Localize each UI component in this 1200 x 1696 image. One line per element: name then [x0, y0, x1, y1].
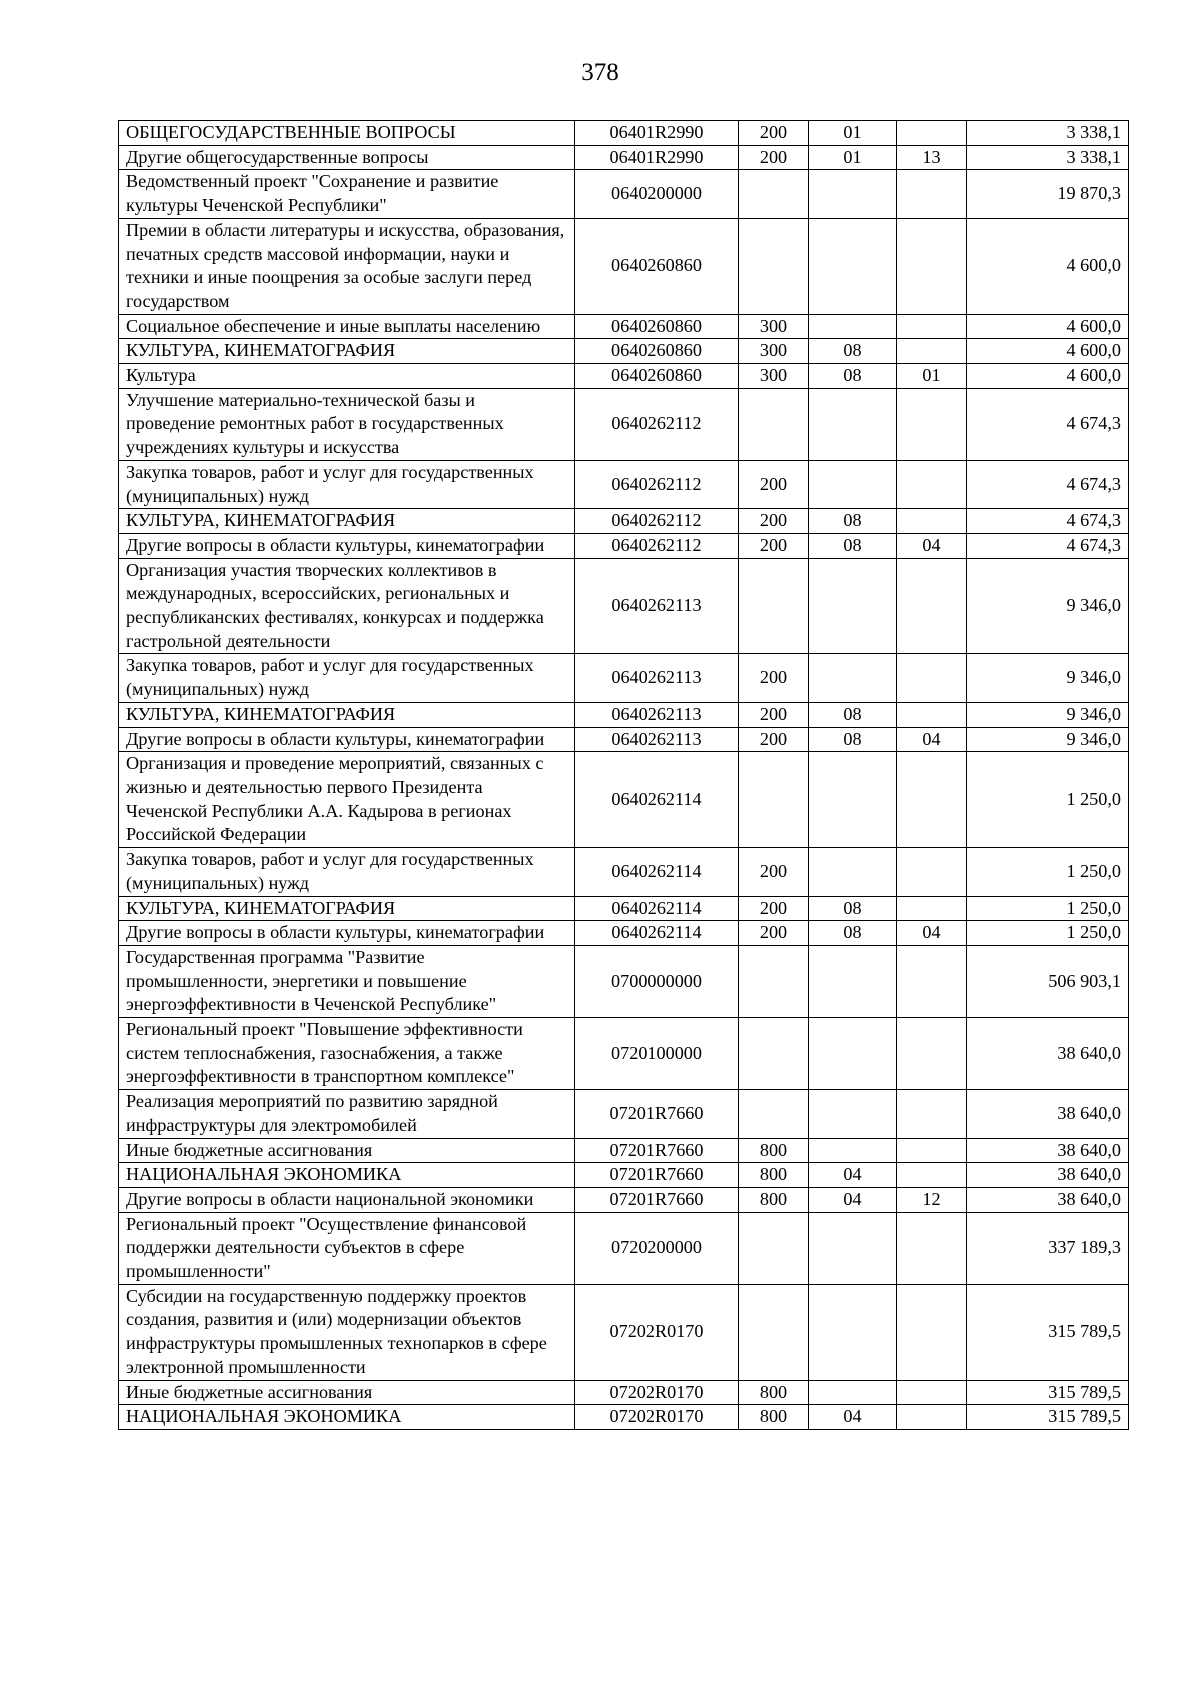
row-section: 08	[809, 339, 897, 364]
row-section	[809, 848, 897, 896]
row-section	[809, 1138, 897, 1163]
row-amount: 9 346,0	[967, 727, 1129, 752]
row-subsection	[897, 170, 967, 218]
row-section: 01	[809, 121, 897, 146]
row-section: 08	[809, 896, 897, 921]
row-expense-type	[739, 752, 809, 848]
row-name: КУЛЬТУРА, КИНЕМАТОГРАФИЯ	[119, 702, 575, 727]
row-name: Другие вопросы в области национальной экономики	[119, 1187, 575, 1212]
row-expense-type: 300	[739, 314, 809, 339]
row-target-article: 0640262113	[575, 702, 739, 727]
row-expense-type	[739, 218, 809, 314]
row-amount: 9 346,0	[967, 558, 1129, 654]
row-name: Закупка товаров, работ и услуг для государственных (муниципальных) нужд	[119, 654, 575, 702]
row-amount: 4 674,3	[967, 509, 1129, 534]
table-row	[119, 1380, 1129, 1405]
row-section	[809, 752, 897, 848]
row-name: Другие вопросы в области культуры, кинематографии	[119, 533, 575, 558]
row-target-article: 07202R0170	[575, 1405, 739, 1430]
row-section	[809, 170, 897, 218]
table-row	[119, 1284, 1129, 1380]
row-subsection	[897, 654, 967, 702]
row-name: Субсидии на государственную поддержку проектов создания, развития и (или) модернизации объектов инфраструктуры промышленных технопарков в сфере электронной промышленности	[119, 1284, 575, 1380]
table-row	[119, 533, 1129, 558]
table-row	[119, 654, 1129, 702]
row-name: Государственная программа "Развитие промышленности, энергетики и повышение энергоэффективности в Чеченской Республике"	[119, 945, 575, 1017]
table-row	[119, 1090, 1129, 1138]
row-name: НАЦИОНАЛЬНАЯ ЭКОНОМИКА	[119, 1405, 575, 1430]
table-row	[119, 170, 1129, 218]
row-target-article: 0640262114	[575, 896, 739, 921]
row-subsection: 04	[897, 727, 967, 752]
row-subsection	[897, 896, 967, 921]
row-subsection	[897, 1405, 967, 1430]
row-expense-type	[739, 170, 809, 218]
row-target-article: 0640262112	[575, 388, 739, 460]
row-expense-type: 300	[739, 339, 809, 364]
table-row	[119, 339, 1129, 364]
row-section	[809, 945, 897, 1017]
row-expense-type: 200	[739, 654, 809, 702]
row-amount: 4 674,3	[967, 533, 1129, 558]
table-row	[119, 388, 1129, 460]
row-target-article: 0640262112	[575, 533, 739, 558]
row-expense-type	[739, 1212, 809, 1284]
row-expense-type: 800	[739, 1405, 809, 1430]
row-name: Премии в области литературы и искусства, образования, печатных средств массовой информации, науки и техники и иные поощрения за особые заслуги перед государством	[119, 218, 575, 314]
row-amount: 4 600,0	[967, 218, 1129, 314]
row-section	[809, 1212, 897, 1284]
table-row	[119, 1163, 1129, 1188]
row-expense-type	[739, 1090, 809, 1138]
row-amount: 3 338,1	[967, 145, 1129, 170]
row-expense-type: 200	[739, 121, 809, 146]
row-subsection	[897, 1090, 967, 1138]
row-section: 08	[809, 509, 897, 534]
table-row	[119, 848, 1129, 896]
row-target-article: 06401R2990	[575, 145, 739, 170]
row-section: 08	[809, 727, 897, 752]
row-expense-type	[739, 1018, 809, 1090]
row-expense-type: 200	[739, 921, 809, 946]
row-amount: 4 600,0	[967, 314, 1129, 339]
row-name: ОБЩЕГОСУДАРСТВЕННЫЕ ВОПРОСЫ	[119, 121, 575, 146]
row-amount: 315 789,5	[967, 1284, 1129, 1380]
table-row	[119, 460, 1129, 508]
row-amount: 38 640,0	[967, 1138, 1129, 1163]
table-row	[119, 1138, 1129, 1163]
row-amount: 4 674,3	[967, 460, 1129, 508]
row-target-article: 0640260860	[575, 218, 739, 314]
row-expense-type: 200	[739, 460, 809, 508]
row-amount: 3 338,1	[967, 121, 1129, 146]
row-amount: 38 640,0	[967, 1187, 1129, 1212]
row-subsection	[897, 1018, 967, 1090]
row-subsection	[897, 752, 967, 848]
row-amount: 4 674,3	[967, 388, 1129, 460]
row-amount: 38 640,0	[967, 1163, 1129, 1188]
row-expense-type: 300	[739, 364, 809, 389]
row-name: КУЛЬТУРА, КИНЕМАТОГРАФИЯ	[119, 509, 575, 534]
row-name: Закупка товаров, работ и услуг для государственных (муниципальных) нужд	[119, 848, 575, 896]
row-target-article: 0640260860	[575, 364, 739, 389]
table-row	[119, 945, 1129, 1017]
row-target-article: 0640262114	[575, 921, 739, 946]
row-section: 04	[809, 1187, 897, 1212]
row-amount: 4 600,0	[967, 364, 1129, 389]
row-expense-type: 800	[739, 1380, 809, 1405]
row-amount: 506 903,1	[967, 945, 1129, 1017]
row-section: 08	[809, 921, 897, 946]
row-amount: 337 189,3	[967, 1212, 1129, 1284]
row-expense-type	[739, 558, 809, 654]
page-number: 378	[581, 59, 619, 86]
row-section	[809, 1018, 897, 1090]
row-target-article: 0720200000	[575, 1212, 739, 1284]
budget-table	[118, 120, 1129, 1430]
row-section	[809, 654, 897, 702]
table-row	[119, 1187, 1129, 1212]
row-subsection	[897, 314, 967, 339]
row-section: 08	[809, 364, 897, 389]
table-row	[119, 145, 1129, 170]
row-target-article: 0640260860	[575, 339, 739, 364]
table-row	[119, 1212, 1129, 1284]
row-expense-type: 200	[739, 848, 809, 896]
row-subsection	[897, 558, 967, 654]
row-name: Региональный проект "Осуществление финансовой поддержки деятельности субъектов в сфере промышленности"	[119, 1212, 575, 1284]
row-subsection	[897, 460, 967, 508]
row-subsection	[897, 339, 967, 364]
row-subsection	[897, 1163, 967, 1188]
table-row	[119, 752, 1129, 848]
row-target-article: 07202R0170	[575, 1380, 739, 1405]
row-subsection	[897, 509, 967, 534]
table-row	[119, 921, 1129, 946]
table-row	[119, 364, 1129, 389]
row-amount: 4 600,0	[967, 339, 1129, 364]
row-amount: 1 250,0	[967, 896, 1129, 921]
row-target-article: 06401R2990	[575, 121, 739, 146]
row-target-article: 0640200000	[575, 170, 739, 218]
row-amount: 1 250,0	[967, 848, 1129, 896]
row-section	[809, 460, 897, 508]
row-target-article: 0640262112	[575, 509, 739, 534]
row-section	[809, 388, 897, 460]
row-expense-type: 800	[739, 1187, 809, 1212]
row-subsection	[897, 1284, 967, 1380]
row-subsection: 12	[897, 1187, 967, 1212]
row-amount: 1 250,0	[967, 921, 1129, 946]
row-section	[809, 1090, 897, 1138]
row-subsection	[897, 945, 967, 1017]
row-section: 01	[809, 145, 897, 170]
row-name: Улучшение материально-технической базы и проведение ремонтных работ в государственных учреждениях культуры и искусства	[119, 388, 575, 460]
row-subsection	[897, 702, 967, 727]
row-target-article: 0640262114	[575, 848, 739, 896]
row-target-article: 07201R7660	[575, 1138, 739, 1163]
row-expense-type: 800	[739, 1138, 809, 1163]
row-expense-type: 200	[739, 533, 809, 558]
row-target-article: 0640262113	[575, 558, 739, 654]
row-name: Региональный проект "Повышение эффективности систем теплоснабжения, газоснабжения, а также энергоэффективности в транспортном комплексе"	[119, 1018, 575, 1090]
row-expense-type: 200	[739, 896, 809, 921]
table-row	[119, 509, 1129, 534]
row-subsection: 01	[897, 364, 967, 389]
row-name: Иные бюджетные ассигнования	[119, 1138, 575, 1163]
row-name: Другие вопросы в области культуры, кинематографии	[119, 727, 575, 752]
table-row	[119, 702, 1129, 727]
row-subsection	[897, 1380, 967, 1405]
row-amount: 9 346,0	[967, 654, 1129, 702]
row-expense-type: 200	[739, 145, 809, 170]
row-name: КУЛЬТУРА, КИНЕМАТОГРАФИЯ	[119, 896, 575, 921]
row-name: Закупка товаров, работ и услуг для государственных (муниципальных) нужд	[119, 460, 575, 508]
table-row	[119, 558, 1129, 654]
row-target-article: 0640262112	[575, 460, 739, 508]
row-expense-type	[739, 1284, 809, 1380]
row-target-article: 0700000000	[575, 945, 739, 1017]
row-name: Иные бюджетные ассигнования	[119, 1380, 575, 1405]
row-section: 08	[809, 533, 897, 558]
row-expense-type	[739, 388, 809, 460]
table-row	[119, 1018, 1129, 1090]
row-target-article: 07201R7660	[575, 1187, 739, 1212]
row-expense-type: 200	[739, 727, 809, 752]
row-name: КУЛЬТУРА, КИНЕМАТОГРАФИЯ	[119, 339, 575, 364]
row-amount: 38 640,0	[967, 1018, 1129, 1090]
row-target-article: 0640260860	[575, 314, 739, 339]
row-expense-type: 800	[739, 1163, 809, 1188]
row-amount: 315 789,5	[967, 1405, 1129, 1430]
row-section	[809, 1284, 897, 1380]
row-name: НАЦИОНАЛЬНАЯ ЭКОНОМИКА	[119, 1163, 575, 1188]
row-name: Организация и проведение мероприятий, связанных с жизнью и деятельностью первого Президента Чеченской Республики А.А. Кадырова в регионах Российской Федерации	[119, 752, 575, 848]
row-name: Организация участия творческих коллективов в международных, всероссийских, региональных и республиканских фестивалях, конкурсах и поддержка гастрольной деятельности	[119, 558, 575, 654]
row-section	[809, 218, 897, 314]
row-target-article: 0640262113	[575, 654, 739, 702]
row-expense-type	[739, 945, 809, 1017]
table-row	[119, 218, 1129, 314]
row-amount: 9 346,0	[967, 702, 1129, 727]
row-name: Ведомственный проект "Сохранение и развитие культуры Чеченской Республики"	[119, 170, 575, 218]
row-amount: 38 640,0	[967, 1090, 1129, 1138]
row-expense-type: 200	[739, 702, 809, 727]
row-amount: 19 870,3	[967, 170, 1129, 218]
row-name: Культура	[119, 364, 575, 389]
row-target-article: 07201R7660	[575, 1163, 739, 1188]
row-subsection: 13	[897, 145, 967, 170]
row-name: Социальное обеспечение и иные выплаты населению	[119, 314, 575, 339]
row-section	[809, 314, 897, 339]
row-target-article: 0640262114	[575, 752, 739, 848]
row-subsection	[897, 1212, 967, 1284]
row-name: Реализация мероприятий по развитию зарядной инфраструктуры для электромобилей	[119, 1090, 575, 1138]
row-subsection	[897, 388, 967, 460]
row-section	[809, 1380, 897, 1405]
row-name: Другие общегосударственные вопросы	[119, 145, 575, 170]
table-row	[119, 121, 1129, 146]
row-target-article: 07202R0170	[575, 1284, 739, 1380]
row-section: 04	[809, 1405, 897, 1430]
row-target-article: 07201R7660	[575, 1090, 739, 1138]
table-row	[119, 1405, 1129, 1430]
row-section: 08	[809, 702, 897, 727]
row-name: Другие вопросы в области культуры, кинематографии	[119, 921, 575, 946]
row-subsection: 04	[897, 533, 967, 558]
row-subsection	[897, 121, 967, 146]
row-subsection	[897, 1138, 967, 1163]
row-target-article: 0720100000	[575, 1018, 739, 1090]
row-subsection	[897, 218, 967, 314]
table-row	[119, 314, 1129, 339]
row-subsection	[897, 848, 967, 896]
row-section	[809, 558, 897, 654]
row-section: 04	[809, 1163, 897, 1188]
table-row	[119, 896, 1129, 921]
budget-table-body	[119, 121, 1129, 1430]
row-subsection: 04	[897, 921, 967, 946]
row-amount: 315 789,5	[967, 1380, 1129, 1405]
table-row	[119, 727, 1129, 752]
row-amount: 1 250,0	[967, 752, 1129, 848]
row-expense-type: 200	[739, 509, 809, 534]
row-target-article: 0640262113	[575, 727, 739, 752]
